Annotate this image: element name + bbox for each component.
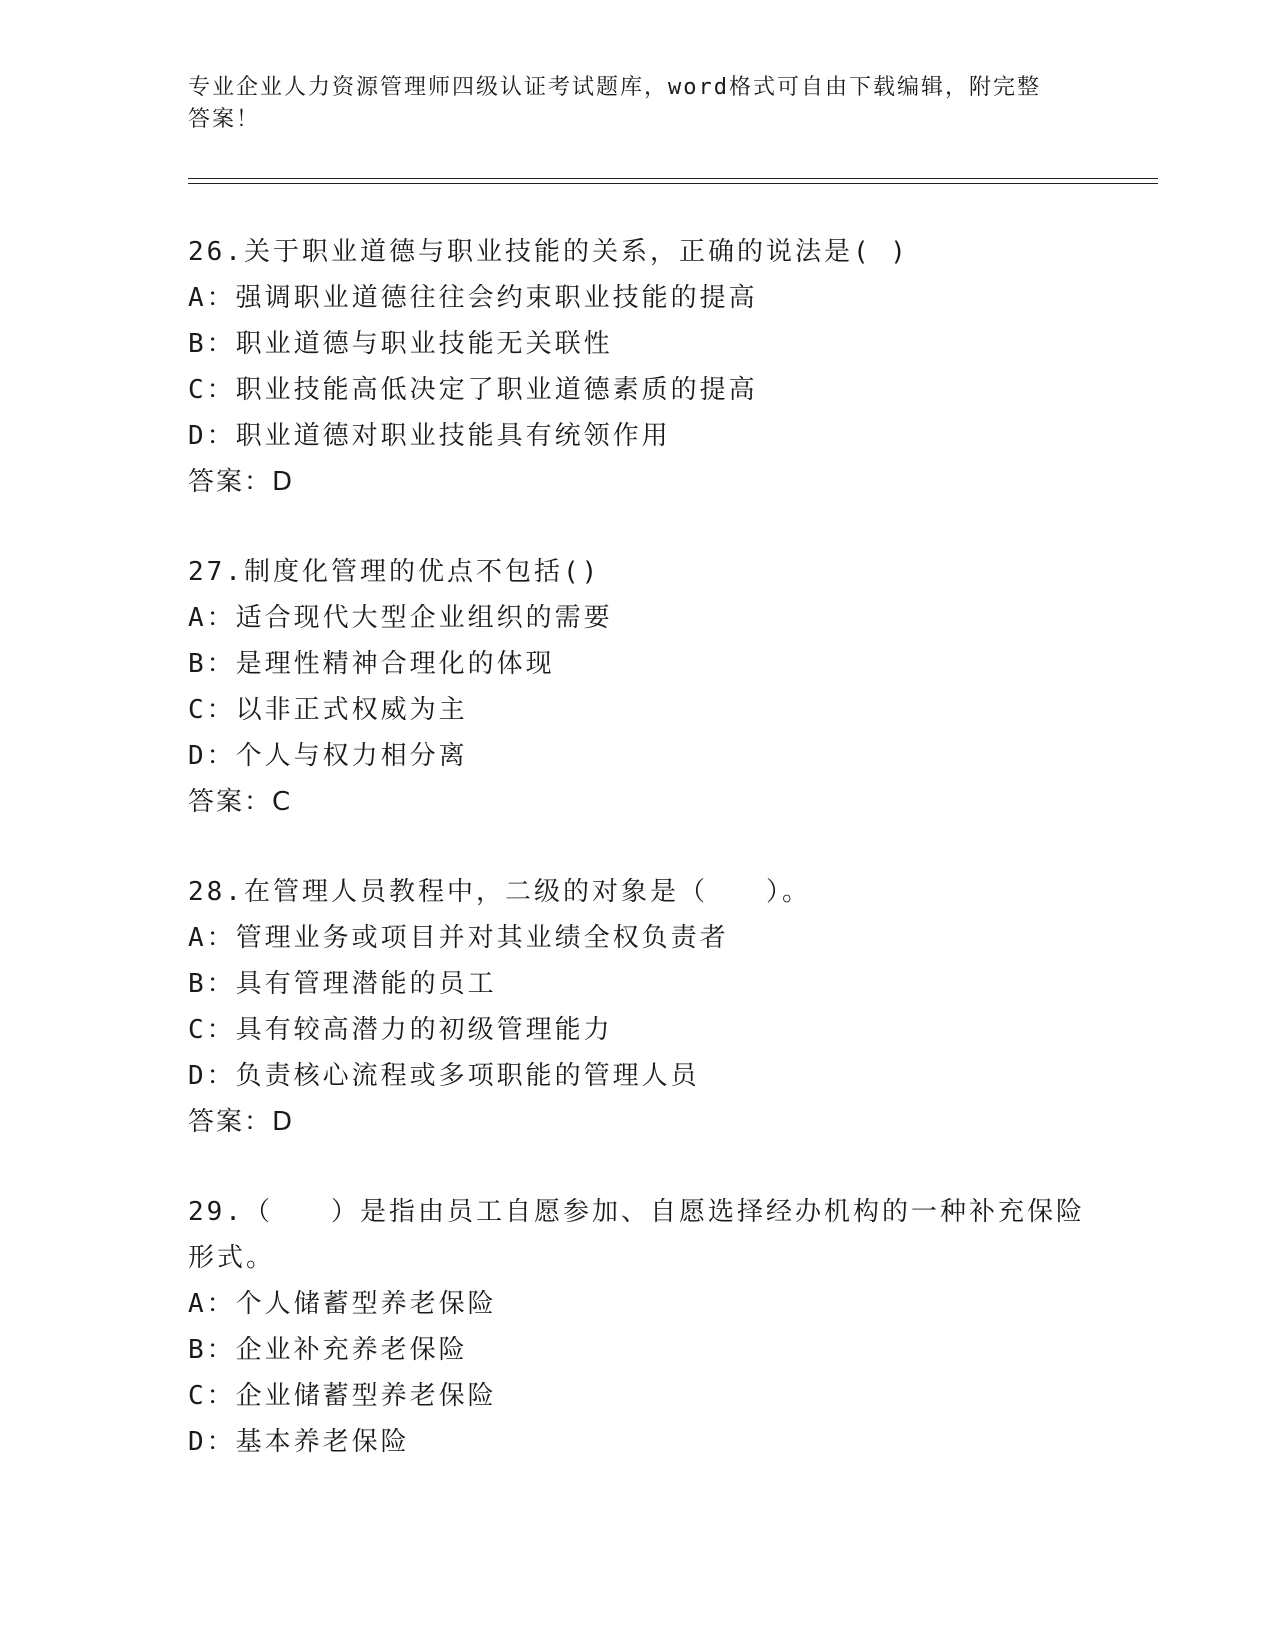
question-28 xyxy=(188,869,1088,1145)
option-d: D：个人与权力相分离 xyxy=(188,741,468,771)
option-c: C：企业储蓄型养老保险 xyxy=(188,1381,497,1411)
answer-line: 答案：C xyxy=(188,787,293,817)
option-b: B：职业道德与职业技能无关联性 xyxy=(188,329,613,359)
intro-line-1: 专业企业人力资源管理师四级认证考试题库，word格式可自由下载编辑，附完整 xyxy=(188,75,1041,100)
option-d: D：职业道德对职业技能具有统领作用 xyxy=(188,421,671,451)
question-stem-line-1: 29.（ ）是指由员工自愿参加、自愿选择经办机构的一种补充保险 xyxy=(188,1197,1085,1227)
question-stem: 26.关于职业道德与职业技能的关系，正确的说法是( ) xyxy=(188,237,909,267)
option-c: C：具有较高潜力的初级管理能力 xyxy=(188,1015,613,1045)
option-c: C：以非正式权威为主 xyxy=(188,695,468,725)
answer-line: 答案：D xyxy=(188,467,295,497)
option-b: B：是理性精神合理化的体现 xyxy=(188,649,555,679)
intro-line-2: 答案！ xyxy=(188,107,261,132)
option-a: A：管理业务或项目并对其业绩全权负责者 xyxy=(188,923,729,953)
question-stem: 28.在管理人员教程中，二级的对象是（ ）。 xyxy=(188,877,811,907)
option-a: A：个人储蓄型养老保险 xyxy=(188,1289,497,1319)
question-29 xyxy=(188,1189,1088,1465)
option-b: B：具有管理潜能的员工 xyxy=(188,969,497,999)
question-26 xyxy=(188,229,1088,505)
answer-line: 答案：D xyxy=(188,1107,295,1137)
option-d: D：基本养老保险 xyxy=(188,1427,410,1457)
question-27 xyxy=(188,549,1088,825)
option-a: A：强调职业道德往往会约束职业技能的提高 xyxy=(188,283,758,313)
option-c: C：职业技能高低决定了职业道德素质的提高 xyxy=(188,375,758,405)
option-a: A：适合现代大型企业组织的需要 xyxy=(188,603,613,633)
header-divider-top xyxy=(188,178,1158,179)
header-divider-bottom xyxy=(188,183,1158,184)
question-stem: 27.制度化管理的优点不包括() xyxy=(188,557,601,587)
document-intro xyxy=(188,72,1088,136)
option-d: D：负责核心流程或多项职能的管理人员 xyxy=(188,1061,700,1091)
option-b: B：企业补充养老保险 xyxy=(188,1335,468,1365)
question-stem-line-2: 形式。 xyxy=(188,1243,276,1273)
